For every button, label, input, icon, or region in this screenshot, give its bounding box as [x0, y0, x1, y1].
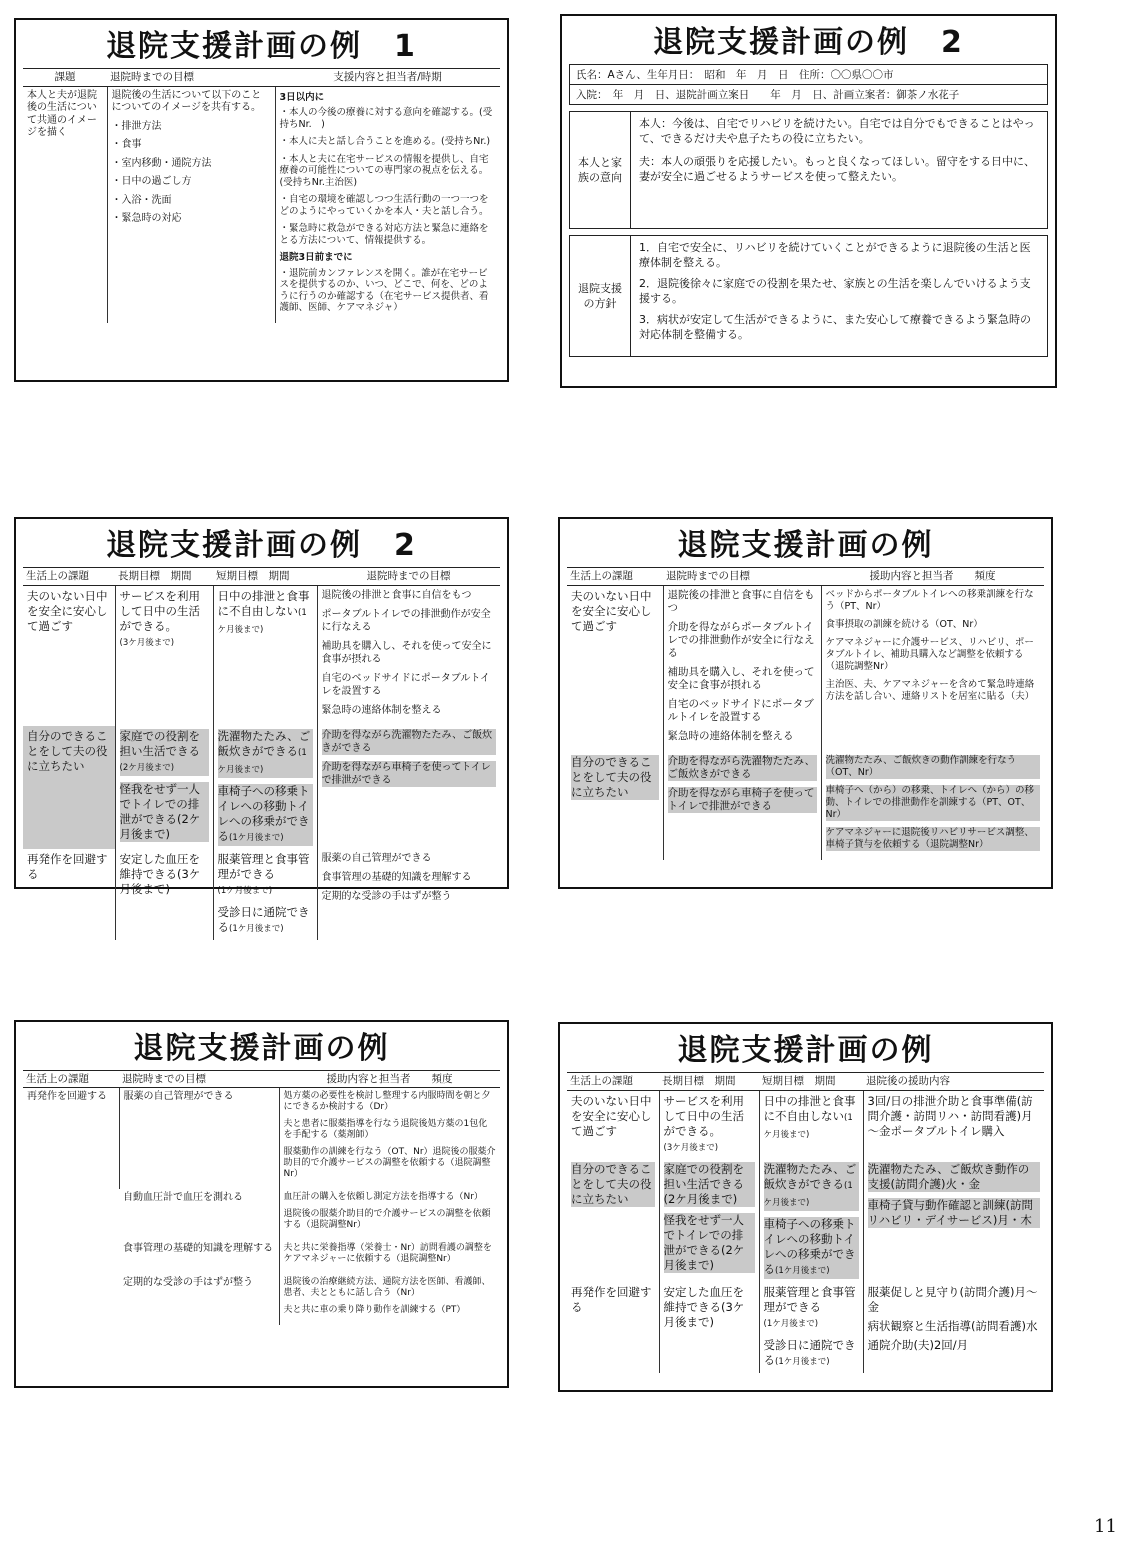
long-goal-text: 家庭での役割を担い生活できる(2ケ月後まで) [664, 1162, 755, 1207]
short-goal-text: 受診日に通院できる [217, 904, 310, 934]
short-goal-period: (1ケ月後まで) [217, 885, 273, 896]
discharge-goal-cell [317, 849, 500, 940]
issue-cell: 夫のいない日中を安全に安心して過ごす [27, 588, 108, 633]
support-item: 夫と共に車の乗り降り動作を訓練する（PT） [283, 1305, 466, 1315]
slide-4-table [567, 567, 1044, 860]
goal-cell: 自動血圧計で血圧を測れる [123, 1192, 243, 1203]
header-issue: 生活上の課題 [567, 1073, 659, 1091]
discharge-goal-cell [317, 585, 500, 726]
short-goal-text: 洗濯物たたみ、ご飯炊きができる [217, 728, 311, 758]
goal-item: ・食事 [111, 139, 142, 150]
goal-intro: 退院後の生活について以下のことについてのイメージを共有する。 [111, 89, 262, 113]
goal-cell: 食事管理の基礎的知識を理解する [123, 1243, 273, 1254]
short-goal-cell [759, 1090, 863, 1159]
policy-section [569, 235, 1048, 357]
support-item: ケアマネジャーに介護サービス、リハビリ、ポータブルトイレ、補助具購入など調整を依頼する（退院調整Nr） [825, 637, 1034, 672]
goal-item: 緊急時の連絡体制を整える [667, 730, 794, 742]
long-goal-cell [659, 1090, 759, 1159]
goal-cell [663, 586, 821, 753]
goal-item: ・排泄方法 [111, 120, 162, 132]
header-short-goal: 短期目標 期間 [759, 1073, 863, 1091]
support-item: ケアマネジャーに退院後リハビリサービス調整、車椅子貸与を依頼する（退院調整Nr） [826, 827, 1041, 851]
discharge-goal-item: 介助を得ながら洗濯物たたみ、ご飯炊きができる [322, 729, 497, 755]
long-goal-period: (3ケ月後まで) [663, 1142, 719, 1153]
policy-item: 1．自宅で安全に、リハビリを続けていくことができるように退院後の生活と医療体制を整える。 [639, 241, 1031, 269]
long-goal-period: (3ケ月後まで) [119, 637, 175, 648]
short-goal-text: 車椅子への移乗トイレへの移動トイレへの移乗ができる [763, 1216, 856, 1276]
short-goal-text: 服薬管理と食事管理ができる [763, 1284, 856, 1314]
short-goal-cell [759, 1159, 863, 1282]
post-support-item: 病状観察と生活指導(訪問看護)水 [867, 1318, 1038, 1333]
goal-item: 退院後の排泄と食事に自信をもつ [667, 589, 815, 614]
goal-item: ・室内移動・通院方法 [111, 157, 212, 169]
patient-info-box [569, 64, 1048, 105]
support-cell [821, 586, 1044, 753]
header-issue: 生活上の課題 [23, 1071, 119, 1088]
support-item: 服薬動作の訓練を行なう（OT、Nr）退院後の服薬介助目的で介護サービスの調整を依頼する（退院調整Nr） [283, 1147, 496, 1179]
patient-info-line: 氏名：Aさん、生年月日： 昭和 年 月 日 住所：〇〇県〇〇市 [570, 65, 1047, 85]
discharge-goal-cell [317, 726, 500, 849]
issue-cell: 夫のいない日中を安全に安心して過ごす [571, 589, 652, 633]
support-cell [279, 1240, 500, 1274]
issue-cell [23, 86, 107, 323]
header-support: 支援内容と担当者/時期 [275, 69, 500, 87]
support-item: 車椅子へ（から）の移乗、トイレへ（から）の移動、トイレでの排泄動作を訓練する（PT、OT、Nr） [826, 785, 1041, 821]
issue-cell: 再発作を回避する [571, 1284, 652, 1314]
short-goal-period: (1ケ月後まで) [217, 747, 307, 775]
goal-item: ・入浴・洗面 [111, 194, 172, 206]
post-support-item: 洗濯物たたみ、ご飯炊き動作の支援(訪問介護)火・金 [868, 1162, 1041, 1192]
header-long-goal: 長期目標 期間 [115, 568, 213, 586]
issue-cell: 再発作を回避する [27, 1091, 107, 1102]
post-support-item: 車椅子貸与動作確認と訓練(訪問リハビリ・デイサービス)月・木 [868, 1198, 1041, 1228]
slide-4-title: 退院支援計画の例 [677, 528, 934, 563]
long-goal-text: 怪我をせず一人でトイレでの排泄ができる(2ケ月後まで) [120, 782, 209, 842]
short-goal-cell [213, 726, 317, 849]
long-goal-cell [659, 1159, 759, 1282]
support-item: ・退院前カンファレンスを開く。誰が在宅サービスを提供するのか、いつ、どこで、何を、どのように行うのか確認する（在宅サービス提供者、看護師、医師、ケアマネジャ） [279, 267, 489, 313]
support-cell [279, 1088, 500, 1190]
long-goal-text: 家庭での役割を担い生活できる [119, 728, 200, 758]
support-item: 夫と患者に服薬指導を行なう退院後処方薬の1包化を手配する（薬剤師） [283, 1119, 488, 1140]
issue-cell: 自分のできることをして夫の役に立ちたい [23, 726, 115, 849]
goal-cell: 服薬の自己管理ができる [119, 1088, 279, 1190]
discharge-goal-item: ポータブルトイレでの排泄動作が安全に行なえる [321, 608, 491, 633]
slide-1-table [23, 68, 500, 323]
slide-4 [558, 517, 1053, 889]
issue-cell [567, 752, 663, 860]
slide-3 [14, 517, 509, 934]
table-row [23, 849, 500, 940]
long-goal-cell: 安定した血圧を維持できる(3ケ月後まで) [115, 849, 213, 940]
header-goal: 退院時までの目標 [119, 1071, 279, 1088]
support-cell [821, 752, 1044, 860]
slide-5-title: 退院支援計画の例 [133, 1031, 390, 1066]
slide-6-table [567, 1072, 1044, 1373]
issue-cell: 夫のいない日中を安全に安心して過ごす [571, 1093, 652, 1138]
post-support-cell: 3回/日の排泄介助と食事準備(訪問介護・訪問リハ・訪問看護)月～金ポータブルトイレ購入 [863, 1090, 1044, 1159]
goal-item: 介助を得ながらポータブルトイレでの排泄動作が安全に行なえる [667, 621, 815, 659]
short-goal-text: 車椅子への移乗トイレへの移動トイレへの移乗ができる [217, 783, 310, 843]
long-goal-cell: 安定した血圧を維持できる(3ケ月後まで) [659, 1282, 759, 1373]
header-long-goal: 長期目標 期間 [659, 1073, 759, 1091]
slide-2 [560, 14, 1057, 388]
intent-section [569, 111, 1048, 229]
policy-item: 3．病状が安定して生活ができるように、また安心して療養できるよう緊急時の対応体制を整備する。 [639, 313, 1031, 341]
slide-1 [14, 18, 509, 382]
support-item: 血圧計の購入を依頼し測定方法を指導する（Nr） [283, 1192, 483, 1202]
goal-item: 介助を得ながら車椅子を使ってトイレで排泄ができる [667, 787, 815, 812]
header-goal: 退院時までの目標 [663, 568, 821, 586]
short-goal-period: (1ケ月後まで) [229, 832, 284, 843]
support-item: ・緊急時に救急ができる対応方法と緊急に連絡をとる方法について、情報提供する。 [279, 223, 489, 246]
slide-3-table [23, 567, 500, 940]
support-item: ・本人の今後の療養に対する意向を確認する。(受持ちNr. ) [279, 107, 493, 130]
short-goal-period: (1ケ月後まで) [775, 1356, 830, 1367]
plan-info-line: 入院： 年 月 日、退院計画立案日 年 月 日、計画立案者：御茶ノ水花子 [576, 89, 960, 101]
header-issue: 生活上の課題 [567, 568, 663, 586]
support-item: 洗濯物たたみ、ご飯炊きの動作訓練を行なう（OT、Nr） [826, 755, 1041, 779]
slide-1-title: 退院支援計画の例 1 [106, 29, 417, 64]
short-goal-text: 洗濯物たたみ、ご飯炊きができる [763, 1161, 857, 1191]
short-goal-period: (1ケ月後まで) [229, 923, 284, 934]
header-issue: 課題 [23, 69, 107, 87]
support-item: 退院後の服薬介助目的で介護サービスの調整を依頼する（退院調整Nr） [283, 1209, 491, 1230]
table-row [567, 752, 1044, 860]
long-goal-period: (2ケ月後まで) [119, 762, 175, 773]
table-row [23, 1088, 500, 1190]
issue-cell [567, 1159, 659, 1282]
post-support-item: 服薬促しと見守り(訪問介護)月～金 [867, 1284, 1038, 1314]
discharge-goal-item: 退院後の排泄と食事に自信をもつ [321, 589, 472, 601]
support-item: 夫と共に栄養指導（栄養士・Nr）訪問看護の調整をケアマネジャーに依頼する（退院調整Nr） [283, 1243, 492, 1264]
header-goal: 退院時までの目標 [107, 69, 275, 87]
long-goal-cell [115, 585, 213, 726]
slide-3-title: 退院支援計画の例 2 [106, 528, 417, 563]
issue-text: 自分のできることをして夫の役に立ちたい [571, 1162, 655, 1207]
intent-label: 本人と家族の意向 [570, 112, 631, 228]
support-heading: 3日以内に [279, 91, 325, 103]
header-support: 援助内容と担当者 頻度 [821, 568, 1044, 586]
policy-label: 退院支援の方針 [570, 236, 631, 356]
table-row [23, 726, 500, 849]
support-item: ・自宅の環境を確認しつつ生活行動の一つ一つをどのようにやっていくかを本人・夫と話し合う。 [279, 194, 489, 217]
discharge-goal-item: 緊急時の連絡体制を整える [321, 704, 442, 716]
post-support-cell [863, 1282, 1044, 1373]
goal-item: 介助を得ながら洗濯物たたみ、ご飯炊きができる [667, 755, 816, 780]
short-goal-period: (1ケ月後まで) [763, 1180, 853, 1208]
goal-item: 補助具を購入し、それを使って安全に食事が摂れる [667, 666, 815, 691]
short-goal-period: (1ケ月後まで) [763, 1112, 853, 1140]
short-goal-cell [759, 1282, 863, 1373]
discharge-goal-item: 食事管理の基礎的知識を理解する [321, 871, 472, 883]
short-goal-cell [213, 585, 317, 726]
discharge-goal-item: 介助を得ながら車椅子を使ってトイレで排泄ができる [322, 761, 497, 787]
table-row [567, 586, 1044, 753]
intent-body [631, 112, 1047, 228]
header-post-support: 退院後の援助内容 [863, 1073, 1044, 1091]
post-support-cell [863, 1159, 1044, 1282]
discharge-goal-item: 定期的な受診の手はずが整う [321, 890, 452, 902]
short-goal-text: 服薬管理と食事管理ができる [217, 851, 310, 881]
slide-6 [558, 1022, 1053, 1392]
issue-text: 本人と夫が退院後の生活について共通のイメージを描く [27, 89, 97, 138]
support-item: 処方薬の必要性を検討し整理する内服時間を朝と夕にできるか検討する（Dr） [283, 1091, 491, 1112]
goal-item: ・日中の過ごし方 [111, 176, 192, 187]
support-cell [279, 1189, 500, 1240]
slide-6-title: 退院支援計画の例 [677, 1033, 934, 1068]
long-goal-text: サービスを利用して日中の生活ができる。 [663, 1093, 744, 1138]
long-goal-text: 怪我をせず一人でトイレでの排泄ができる(2ケ月後まで) [664, 1213, 755, 1273]
table-row [567, 1159, 1044, 1282]
slide-5 [14, 1020, 509, 1388]
goal-cell: 定期的な受診の手はずが整う [123, 1277, 253, 1288]
header-discharge-goal: 退院時までの目標 [317, 568, 500, 586]
goal-item: 自宅のベッドサイドにポータブルトイレを設置する [667, 698, 814, 723]
issue-cell: 再発作を回避する [27, 851, 108, 881]
support-heading: 退院3日前までに [279, 252, 353, 263]
header-issue: 生活上の課題 [23, 568, 115, 586]
table-row [567, 1282, 1044, 1373]
short-goal-period: (1ケ月後まで) [763, 1318, 819, 1329]
short-goal-period: (1ケ月後まで) [217, 607, 307, 635]
support-item: ベッドからポータブルトイレへの移乗訓練を行なう（PT、Nr） [825, 589, 1034, 612]
header-short-goal: 短期目標 期間 [213, 568, 317, 586]
long-goal-text: サービスを利用して日中の生活ができる。 [119, 588, 200, 633]
short-goal-period: (1ケ月後まで) [775, 1265, 830, 1276]
goal-cell [663, 752, 821, 860]
short-goal-text: 日中の排泄と食事に不自由しない [217, 588, 310, 618]
slide-2-title: 退院支援計画の例 2 [653, 25, 964, 60]
slide-5-table [23, 1070, 500, 1325]
support-item: ・本人と夫に在宅サービスの情報を提供し、自宅療養の可能性についての専門家の視点を伝える。(受持ちNr.主治医) [279, 153, 489, 188]
support-cell [275, 86, 500, 323]
table-row [23, 585, 500, 726]
intent-husband: 夫：本人の頑張りを応援したい。もっと良くなってほしい。留守をする日中に、妻が安全に過ごせるようサービスを使って整えたい。 [639, 155, 1035, 183]
discharge-goal-item: 補助具を購入し、それを使って安全に食事が摂れる [321, 640, 492, 665]
policy-body [631, 236, 1047, 356]
intent-patient: 本人：今後は、自宅でリハビリを続けたい。自宅では自分でもできることはやって、できるだけ夫や息子たちの役に立ちたい。 [639, 117, 1035, 145]
support-item: 主治医、夫、ケアマネジャーを含めて緊急時連絡方法を話し合い、連絡リストを居室に貼る（夫） [825, 679, 1035, 702]
goal-cell [107, 86, 275, 323]
discharge-goal-item: 服薬の自己管理ができる [321, 852, 432, 864]
short-goal-text: 受診日に通院できる [763, 1337, 856, 1367]
page-number: 11 [1094, 1516, 1117, 1537]
support-item: ・本人に夫と話し合うことを進める。(受持ちNr.) [279, 136, 491, 147]
policy-item: 2．退院後徐々に家庭での役割を果たせ、家族との生活を楽しんでいけるよう支援する。 [639, 277, 1031, 305]
post-support-item: 通院介助(夫)2回/月 [867, 1337, 969, 1352]
support-item: 食事摂取の訓練を続ける（OT、Nr） [825, 619, 983, 630]
goal-item: ・緊急時の対応 [111, 213, 182, 224]
short-goal-text: 日中の排泄と食事に不自由しない [763, 1093, 856, 1123]
support-cell [279, 1274, 500, 1325]
discharge-goal-item: 自宅のベッドサイドにポータブルトイレを設置する [321, 672, 490, 697]
long-goal-cell [115, 726, 213, 849]
support-item: 退院後の治療継続方法、通院方法を医師、看護師、患者、夫とともに話し合う（Nr） [283, 1277, 491, 1298]
table-row [567, 1090, 1044, 1159]
short-goal-cell [213, 849, 317, 940]
header-support: 援助内容と担当者 頻度 [279, 1071, 500, 1088]
issue-text: 自分のできることをして夫の役に立ちたい [571, 755, 659, 800]
